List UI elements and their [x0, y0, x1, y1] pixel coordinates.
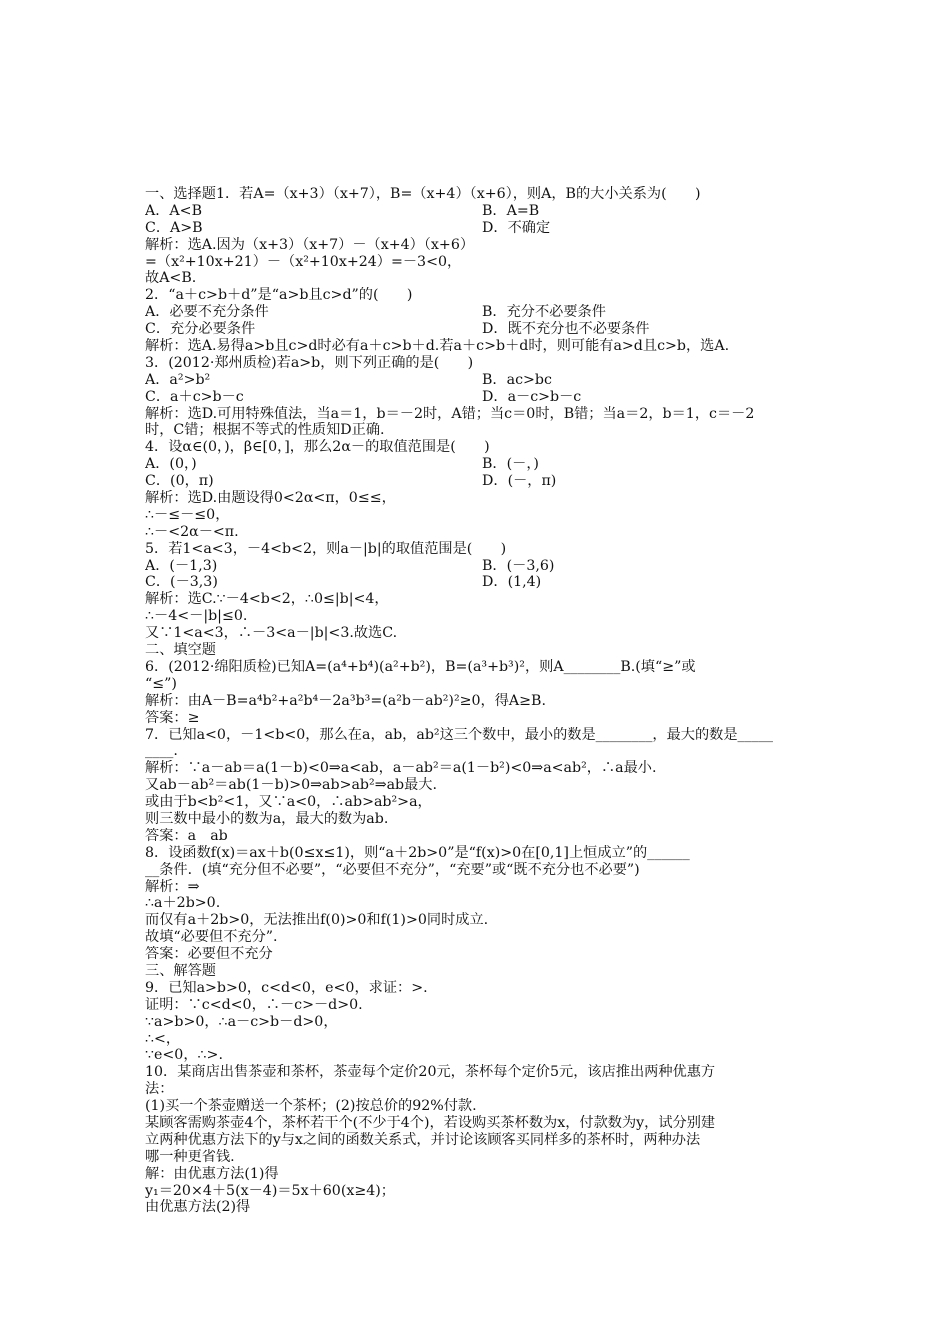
text-line: 3．(2012·郑州质检)若a>b，则下列正确的是( ) — [145, 354, 474, 371]
text-line: “≤”) — [145, 675, 177, 692]
text-line: 解析：选C.∵－4<b<2，∴0≤|b|<4， — [145, 591, 389, 608]
option-right: B．(－，) — [482, 456, 539, 473]
option-right: D．(－，π) — [482, 473, 557, 490]
option-left: A．必要不充分条件 — [145, 304, 269, 321]
option-left: A．(0，) — [145, 456, 197, 473]
text-line: 答案：必要但不充分 — [145, 946, 273, 963]
option-row — [145, 304, 810, 321]
text-line: ∴a＋2b>0. — [145, 895, 221, 912]
option-right: D．(1,4) — [482, 574, 542, 591]
text-line: 又ab－ab²＝ab(1－b)>0⇒ab>ab²⇒ab最大. — [145, 777, 438, 794]
text-line: 4．设α∈(0，)，β∈[0，]，那么2α－的取值范围是( ) — [145, 439, 490, 456]
option-left: C．充分必要条件 — [145, 321, 256, 338]
option-row — [145, 473, 810, 490]
option-left: A．A<B — [145, 202, 202, 219]
option-row — [145, 203, 810, 220]
text-line: 一、选择题1．若A=（x+3）（x+7），B=（x+4）（x+6），则A，B的大小关系为( ) — [145, 186, 701, 202]
text-line: 某顾客需购茶壶4个，茶杯若干个(不少于4个)，若设购买茶杯数为x，付款数为y，试分别建 — [145, 1114, 716, 1131]
option-right: D．a－c>b－c — [482, 388, 582, 405]
text-line: 则三数中最小的数为a，最大的数为ab. — [145, 810, 389, 827]
text-line: __条件．(填“充分但不必要”，“必要但不充分”，“充要”或“既不充分也不必要”) — [145, 861, 640, 878]
text-line: 又∵1<a<3，∴－3<a－|b|<3.故选C. — [145, 625, 398, 642]
option-right: B．充分不必要条件 — [482, 304, 606, 321]
text-line: ∵e<0，∴>. — [145, 1047, 223, 1064]
option-left: C．A>B — [145, 219, 203, 236]
text-line: 解：由优惠方法(1)得 — [145, 1165, 279, 1182]
text-line: y₁＝20×4＋5(x－4)＝5x＋60(x≥4)； — [145, 1182, 395, 1199]
text-line: ∵a>b>0，∴a－c>b－d>0， — [145, 1013, 338, 1030]
text-line: 三、解答题 — [145, 962, 216, 979]
text-line: 二、填空题 — [145, 642, 216, 659]
option-left: C．(0，π) — [145, 473, 214, 490]
option-left: A．(－1,3) — [145, 557, 218, 574]
text-line: 解析：由A－B=a⁴b²+a²b⁴－2a³b³=(a²b－ab²)²≥0，得A≥B. — [145, 692, 546, 709]
text-line: 7．已知a<0，－1<b<0，那么在a，ab，ab²这三个数中，最小的数是________，最大的数是_____ — [145, 726, 774, 743]
option-row — [145, 558, 810, 575]
text-line: 6．(2012·绵阳质检)已知A=(a⁴+b⁴)(a²+b²)，B=(a³+b³)²，则A________B.(填“≥”或 — [145, 658, 696, 675]
text-line: 解析：选A.易得a>b且c>d时必有a＋c>b＋d.若a＋c>b＋d时，则可能有a>d且c>b，选A. — [145, 338, 730, 355]
text-line: ____. — [145, 743, 178, 760]
text-line: (1)买一个茶壶赠送一个茶杯；(2)按总价的92%付款. — [145, 1098, 477, 1115]
text-line: 8．设函数f(x)＝ax＋b(0≤x≤1)，则“a＋2b>0”是“f(x)>0在[0,1]上恒成立”的______ — [145, 844, 690, 861]
text-line: 立两种优惠方法下的y与x之间的函数关系式，并讨论该顾客买同样多的茶杯时，两种办法 — [145, 1131, 701, 1148]
text-line: 由优惠方法(2)得 — [145, 1199, 251, 1216]
option-row — [145, 574, 810, 591]
option-row — [145, 321, 810, 338]
text-line: ∴－≤－≤0， — [145, 506, 230, 523]
option-right: B．(－3,6) — [482, 557, 555, 574]
option-row — [145, 372, 810, 389]
text-line: 解析：选D.可用特殊值法，当a＝1，b＝－2时，A错；当c＝0时，B错；当a＝2，b＝1，c＝－2 — [145, 405, 755, 422]
text-line: 法： — [145, 1081, 174, 1098]
text-line: 答案：a ab — [145, 827, 228, 844]
text-line: 答案：≥ — [145, 709, 200, 726]
text-line: 证明：∵c<d<0，∴－c>－d>0. — [145, 996, 363, 1013]
text-line: 哪一种更省钱. — [145, 1148, 235, 1165]
document-page — [145, 186, 810, 1216]
text-line: 9．已知a>b>0，c<d<0，e<0，求证：>. — [145, 979, 428, 996]
text-line: ∴<， — [145, 1030, 181, 1047]
text-line: ∴－4<－|b|≤0. — [145, 608, 248, 625]
text-line: 而仅有a＋2b>0，无法推出f(0)>0和f(1)>0同时成立. — [145, 912, 489, 929]
text-line: 故A<B. — [145, 270, 197, 287]
option-right: D．不确定 — [482, 219, 551, 236]
text-line: 2．“a＋c>b＋d”是“a>b且c>d”的( ) — [145, 287, 413, 304]
text-line: 解析：⇒ — [145, 878, 200, 895]
text-line: 10．某商店出售茶壶和茶杯，茶壶每个定价20元，茶杯每个定价5元，该店推出两种优惠方 — [145, 1064, 716, 1081]
option-left: C．(－3,3) — [145, 574, 218, 591]
text-line: 时，C错；根据不等式的性质知D正确. — [145, 422, 385, 439]
text-line: 5．若1<a<3，－4<b<2，则a－|b|的取值范围是( ) — [145, 540, 507, 557]
option-left: C．a＋c>b－c — [145, 388, 244, 405]
option-left: A．a²>b² — [145, 371, 211, 388]
option-right: B．ac>bc — [482, 371, 552, 388]
option-row — [145, 456, 810, 473]
option-row — [145, 389, 810, 406]
text-line: 故填“必要但不充分”. — [145, 929, 278, 946]
text-line: ∴－<2α－<π. — [145, 523, 239, 540]
text-line: =（x²+10x+21）－（x²+10x+24）=－3<0， — [145, 253, 462, 270]
option-row — [145, 220, 810, 237]
option-right: D．既不充分也不必要条件 — [482, 321, 650, 338]
text-line: 或由于b<b²<1，又∵a<0，∴ab>ab²>a， — [145, 794, 432, 811]
text-line: 解析：选D.由题设得0<2α<π，0≤≤， — [145, 490, 396, 507]
option-right: B．A=B — [482, 202, 540, 219]
text-line: 解析：选A.因为（x+3）（x+7）－（x+4）（x+6） — [145, 236, 475, 253]
text-line: 解析：∵a－ab＝a(1－b)<0⇒a<ab，a－ab²＝a(1－b²)<0⇒a<ab²，∴a最小. — [145, 760, 657, 777]
